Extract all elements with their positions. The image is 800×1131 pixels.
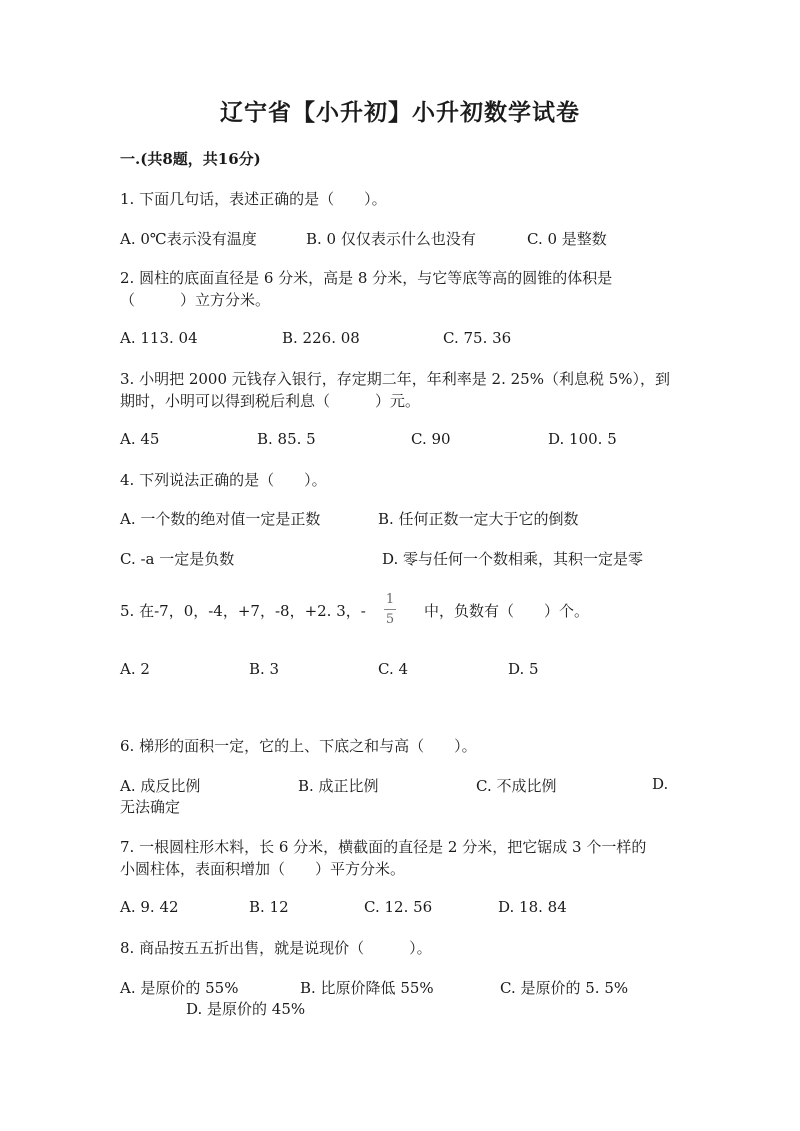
question-3-line-2: 期时，小明可以得到税后利息（ ）元。 bbox=[120, 392, 421, 410]
q7-option-d: D. 18. 84 bbox=[498, 898, 567, 916]
question-7-line-2: 小圆柱体，表面积增加（ ）平方分米。 bbox=[120, 860, 406, 878]
page-title: 辽宁省【小升初】小升初数学试卷 bbox=[220, 99, 580, 126]
q8-option-b: B. 比原价降低 55% bbox=[300, 979, 434, 997]
question-3-line-1: 3. 小明把 2000 元钱存入银行，存定期二年，年利率是 2. 25%（利息税 5%），到 bbox=[120, 370, 671, 388]
q6-option-a: A. 成反比例 bbox=[120, 777, 201, 795]
q6-option-b: B. 成正比例 bbox=[298, 777, 379, 795]
question-2-line-2: （ ）立方分米。 bbox=[120, 291, 271, 309]
fraction-denominator: 5 bbox=[385, 612, 395, 627]
q4-option-a: A. 一个数的绝对值一定是正数 bbox=[120, 510, 321, 528]
q7-option-c: C. 12. 56 bbox=[364, 898, 433, 916]
q6-option-d-text: 无法确定 bbox=[120, 798, 181, 816]
question-6-text: 6. 梯形的面积一定，它的上、下底之和与高（ ）。 bbox=[120, 737, 477, 755]
q5-option-c: C. 4 bbox=[378, 660, 409, 678]
q5-option-d: D. 5 bbox=[508, 660, 539, 678]
q3-option-d: D. 100. 5 bbox=[548, 430, 617, 448]
q4-option-c: C. -a 一定是负数 bbox=[120, 550, 235, 568]
question-7-line-1: 7. 一根圆柱形木料，长 6 分米，横截面的直径是 2 分米，把它锯成 3 个一样的 bbox=[120, 838, 647, 856]
question-5-text-part-2: 中，负数有（ ）个。 bbox=[424, 602, 590, 620]
q1-option-c: C. 0 是整数 bbox=[527, 230, 607, 248]
question-5-text-part-1: 5. 在-7，0，-4，+7，-8，+2. 3，- bbox=[120, 602, 366, 620]
q6-option-d-label: D. bbox=[652, 775, 669, 793]
question-2-line-1: 2. 圆柱的底面直径是 6 分米，高是 8 分米，与它等底等高的圆锥的体积是 bbox=[120, 269, 613, 287]
q3-option-c: C. 90 bbox=[411, 430, 451, 448]
q4-option-d: D. 零与任何一个数相乘，其积一定是零 bbox=[382, 550, 644, 568]
q8-option-c: C. 是原价的 5. 5% bbox=[500, 979, 629, 997]
q5-option-b: B. 3 bbox=[249, 660, 280, 678]
fraction-one-fifth bbox=[384, 592, 396, 627]
q8-option-a: A. 是原价的 55% bbox=[120, 979, 239, 997]
q3-option-a: A. 45 bbox=[120, 430, 160, 448]
question-8-text: 8. 商品按五五折出售，就是说现价（ ）。 bbox=[120, 939, 432, 957]
q1-option-b: B. 0 仅仅表示什么也没有 bbox=[306, 230, 476, 248]
q7-option-b: B. 12 bbox=[249, 898, 289, 916]
q2-option-b: B. 226. 08 bbox=[282, 329, 360, 347]
q2-option-c: C. 75. 36 bbox=[443, 329, 512, 347]
section-heading: 一.(共8题，共16分) bbox=[120, 150, 261, 168]
q2-option-a: A. 113. 04 bbox=[120, 329, 198, 347]
q3-option-b: B. 85. 5 bbox=[257, 430, 316, 448]
fraction-numerator: 1 bbox=[385, 592, 395, 607]
fraction-bar bbox=[384, 609, 396, 610]
q5-option-a: A. 2 bbox=[120, 660, 150, 678]
question-4-text: 4. 下列说法正确的是（ ）。 bbox=[120, 471, 327, 489]
q4-option-b: B. 任何正数一定大于它的倒数 bbox=[378, 510, 579, 528]
q1-option-a: A. 0℃表示没有温度 bbox=[120, 230, 257, 248]
question-1-text: 1. 下面几句话，表述正确的是（ ）。 bbox=[120, 190, 387, 208]
q6-option-c: C. 不成比例 bbox=[476, 777, 557, 795]
q8-option-d: D. 是原价的 45% bbox=[186, 1000, 306, 1018]
q7-option-a: A. 9. 42 bbox=[120, 898, 179, 916]
